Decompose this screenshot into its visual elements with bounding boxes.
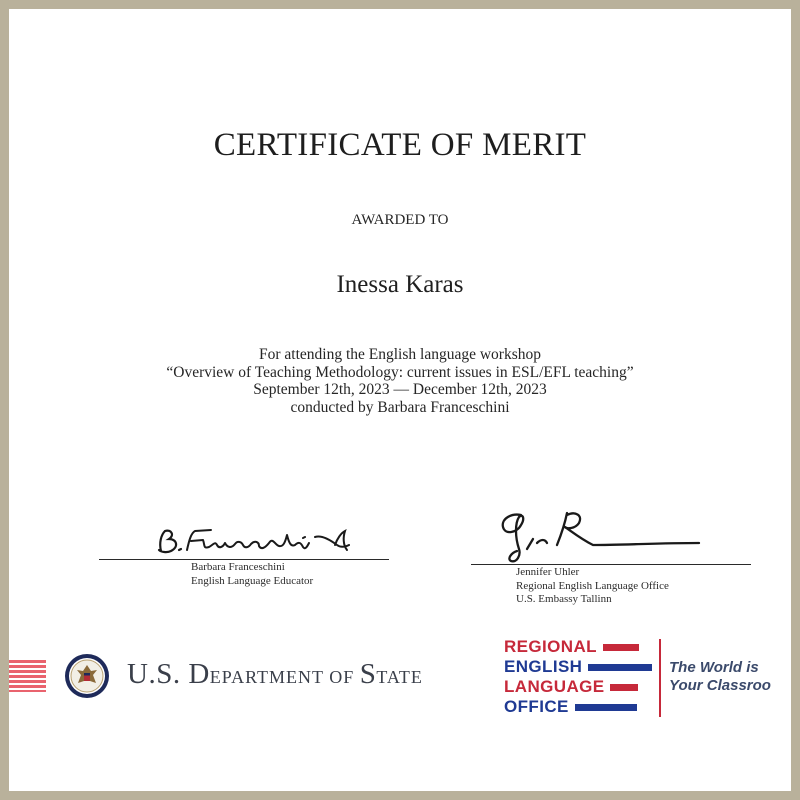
relo-word: REGIONAL [504, 637, 597, 656]
relo-row [504, 637, 654, 657]
tagline-line: The World is [669, 659, 759, 676]
relo-divider [659, 639, 661, 717]
signature-block-right [471, 509, 751, 606]
relo-row [504, 677, 654, 697]
signature-franceschini [99, 517, 389, 559]
relo-bar [603, 644, 639, 651]
tagline-line: Your Classroo [669, 677, 771, 694]
certificate-description [9, 346, 791, 416]
certificate-title: CERTIFICATE OF MERIT [213, 127, 587, 163]
signer-org-right: U.S. Embassy Tallinn [516, 593, 612, 605]
wordmark-part: OF [329, 667, 360, 687]
relo-word: ENGLISH [504, 657, 583, 676]
conducted-by: conducted by Barbara Franceschini [290, 398, 510, 416]
state-department-wordmark [127, 658, 423, 691]
state-department-seal-icon [64, 653, 110, 699]
signer-role-right: Regional English Language Office [516, 579, 669, 592]
relo-tagline [669, 659, 771, 695]
wordmark-part: S [359, 658, 377, 690]
signature-uhler [471, 509, 751, 564]
signature-block-left [99, 517, 389, 587]
certificate-sheet [9, 9, 791, 791]
signature-line-left [99, 559, 389, 560]
wordmark-part: EPARTMENT [209, 667, 330, 687]
relo-bar [610, 684, 638, 691]
relo-logo [504, 637, 654, 717]
wordmark-part: U.S. D [127, 658, 210, 690]
relo-word: OFFICE [504, 697, 569, 716]
logo-band [9, 629, 791, 719]
awarded-to-label: AWARDED TO [351, 212, 449, 228]
relo-word: LANGUAGE [504, 677, 605, 696]
signer-name-right: Jennifer Uhler [516, 566, 580, 578]
wordmark-part: TATE [376, 667, 423, 687]
signer-name-left: Barbara Franceschini [191, 561, 285, 573]
workshop-title: “Overview of Teaching Methodology: current issues in ESL/EFL teaching” [166, 363, 634, 381]
flag-stripes-icon [9, 660, 46, 692]
workshop-dates: September 12th, 2023 — December 12th, 2023 [253, 381, 547, 398]
signature-line-right [471, 564, 751, 565]
recipient-name: Inessa Karas [336, 271, 464, 298]
relo-bar [575, 704, 637, 711]
relo-bar [588, 664, 652, 671]
signer-role-left: English Language Educator [191, 574, 314, 587]
relo-row [504, 657, 654, 677]
relo-row [504, 697, 654, 717]
description-line: For attending the English language workshop [259, 346, 541, 363]
